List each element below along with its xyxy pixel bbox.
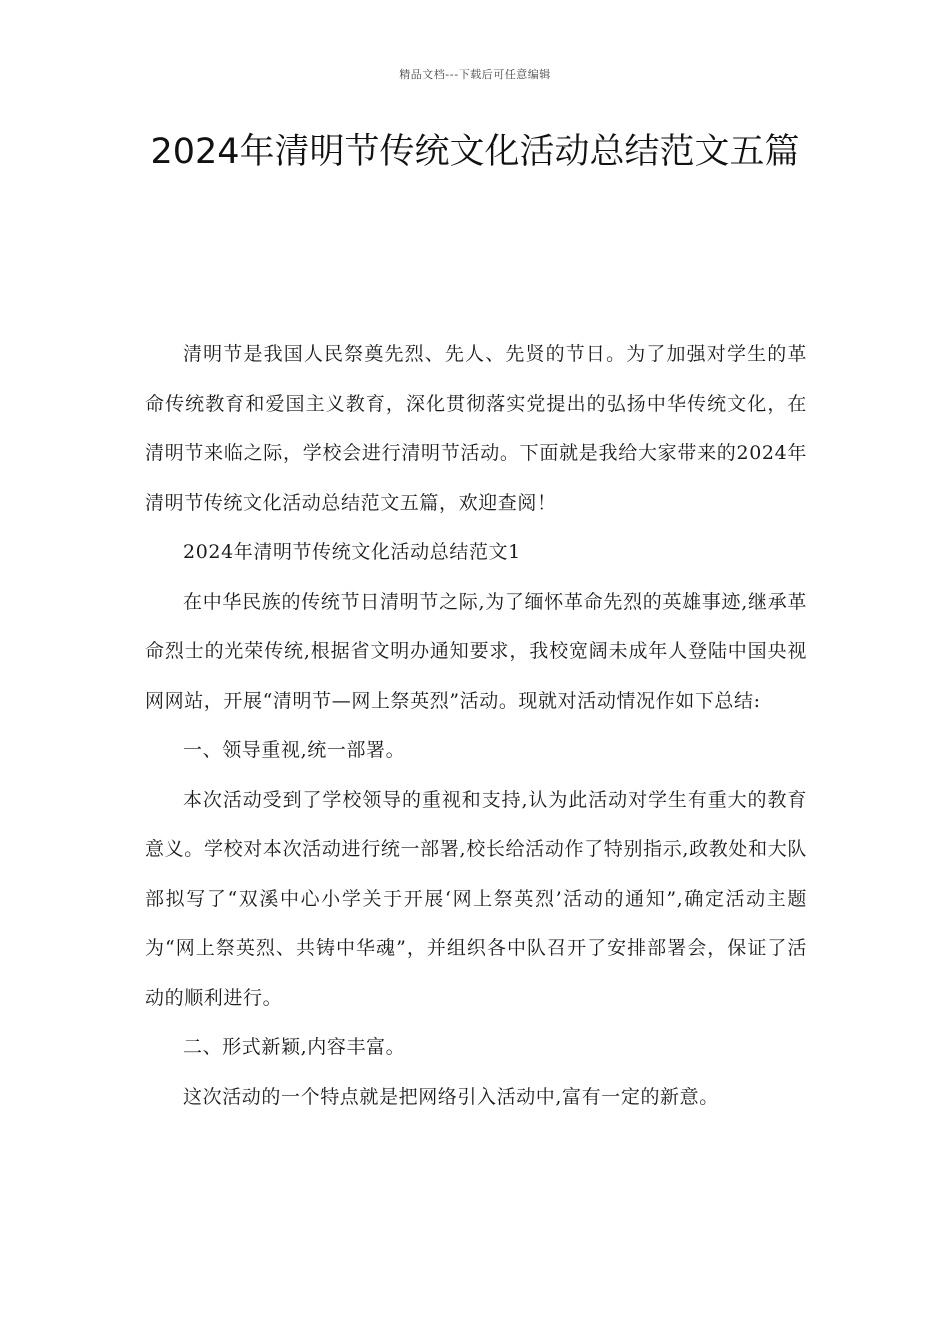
- document-body: [145, 330, 807, 1122]
- intro-paragraph: 清明节是我国人民祭奠先烈、先人、先贤的节日。为了加强对学生的革命传统教育和爱国主义教育，深化贯彻落实党提出的弘扬中华传统文化，在清明节来临之际，学校会进行清明节活动。下面就是我给大家带来的2024年清明节传统文化活动总结范文五篇，欢迎查阅！: [145, 343, 807, 514]
- document-title: 2024年清明节传统文化活动总结范文五篇: [150, 132, 800, 172]
- body-paragraph: 在中华民族的传统节日清明节之际,为了缅怀革命先烈的英雄事迹,继承革命烈士的光荣传统,根据省文明办通知要求，我校宽阔未成年人登陆中国央视网网站，开展“清明节—网上祭英烈”活动。现就对活动情况作如下总结:: [145, 590, 807, 712]
- body-paragraph: 本次活动受到了学校领导的重视和支持,认为此活动对学生有重大的教育意义。学校对本次活动进行统一部署,校长给活动作了特别指示,政教处和大队部拟写了“双溪中心小学关于开展‘网上祭英烈’活动的通知”,确定活动主题为“网上祭英烈、共铸中华魂”，并组织各中队召开了安排部署会，保证了活动的顺利进行。: [145, 788, 808, 1009]
- section-heading: 2024年清明节传统文化活动总结范文1: [183, 541, 521, 563]
- subheading-format: 二、形式新颖,内容丰富。: [183, 1036, 406, 1058]
- subheading-leadership: 一、领导重视,统一部署。: [183, 739, 406, 761]
- body-paragraph: 这次活动的一个特点就是把网络引入活动中,富有一定的新意。: [183, 1085, 719, 1108]
- header-note: 精品文档---下载后可任意编辑: [399, 68, 551, 81]
